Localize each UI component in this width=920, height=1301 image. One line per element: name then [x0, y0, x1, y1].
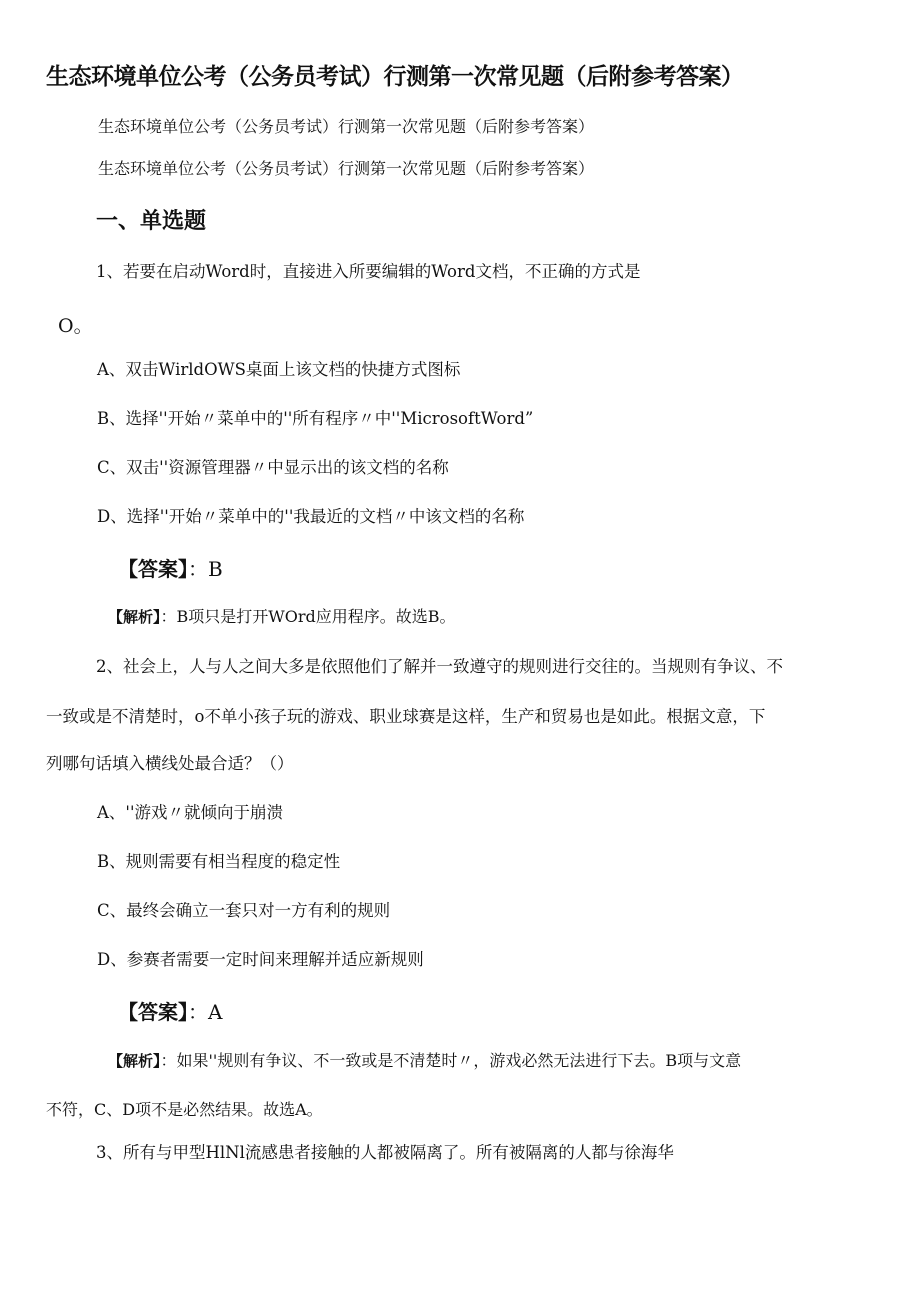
answer-label: 【答案】: [118, 557, 188, 581]
question-2-stem-line-2: 一致或是不清楚时，o不单小孩子玩的游戏、职业球赛是这样，生产和贸易也是如此。根据文意，下: [46, 707, 766, 726]
question-3-stem: 3、所有与甲型HlNl流感患者接触的人都被隔离了。所有被隔离的人都与徐海华: [96, 1143, 674, 1162]
question-2-analysis: [108, 1048, 741, 1071]
analysis-text: ：如果''规则有争议、不一致或是不清楚时〃，游戏必然无法进行下去。B项与文意: [160, 1051, 742, 1070]
document-title: 生态环境单位公考（公务员考试）行测第一次常见题（后附参考答案）: [46, 64, 744, 90]
question-2-answer: [118, 996, 222, 1025]
question-2-analysis-continuation: 不符，C、D项不是必然结果。故选A。: [46, 1100, 323, 1119]
question-2-option-d: D、参赛者需要一定时间来理解并适应新规则: [97, 950, 424, 969]
question-2-stem-line-3: 列哪句话填入横线处最合适？（）: [46, 754, 294, 773]
question-1-stem: 1、若要在启动Word时，直接进入所要编辑的Word文档，不正确的方式是: [96, 262, 641, 281]
analysis-text: ：B项只是打开WOrd应用程序。故选B。: [160, 607, 456, 626]
section-heading: 一、单选题: [96, 209, 207, 234]
question-1-answer: [118, 553, 223, 582]
document-subtitle: 生态环境单位公考（公务员考试）行测第一次常见题（后附参考答案）: [98, 117, 595, 136]
question-1-option-d: D、选择''开始〃菜单中的''我最近的文档〃中该文档的名称: [97, 507, 525, 526]
question-1-analysis: [108, 604, 456, 627]
question-2-option-a: A、''游戏〃就倾向于崩溃: [97, 803, 283, 822]
answer-value: ：A: [188, 1000, 223, 1024]
question-2-option-c: C、最终会确立一套只对一方有利的规则: [97, 901, 391, 920]
analysis-label: 【解析】: [108, 1052, 161, 1070]
question-1-option-c: C、双击''资源管理器〃中显示出的该文档的名称: [97, 458, 449, 477]
question-2-option-b: B、规则需要有相当程度的稳定性: [97, 852, 341, 871]
analysis-label: 【解析】: [108, 608, 161, 626]
question-2-stem-line-1: 2、社会上，人与人之间大多是依照他们了解并一致遵守的规则进行交往的。当规则有争议、不: [96, 657, 783, 676]
question-1-stem-continuation: O。: [58, 315, 93, 337]
document-subtitle: 生态环境单位公考（公务员考试）行测第一次常见题（后附参考答案）: [98, 159, 595, 178]
answer-value: ：B: [188, 557, 223, 581]
answer-label: 【答案】: [118, 1000, 188, 1024]
question-1-option-b: B、选择''开始〃菜单中的''所有程序〃中''MicrosoftWord”: [97, 409, 534, 428]
question-1-option-a: A、双击WirldOWS桌面上该文档的快捷方式图标: [97, 360, 461, 379]
